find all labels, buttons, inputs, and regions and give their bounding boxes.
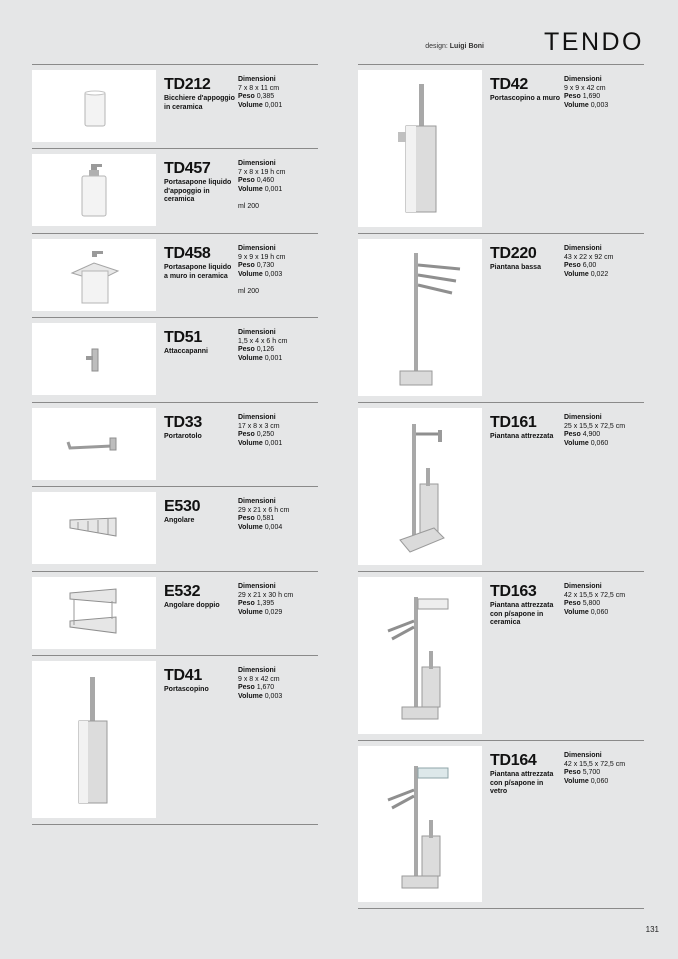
dimensions-label: Dimensioni [564, 245, 602, 252]
brand-logo: TENDO [544, 28, 644, 56]
dimensions-value: 17 x 8 x 3 cm [238, 422, 280, 430]
page-number: 131 [645, 925, 659, 934]
product-name: Piantana attrezzata con p/sapone in ceramica [490, 602, 554, 626]
product-card [32, 571, 318, 655]
product-photo [32, 239, 156, 311]
weight-label: Peso [238, 431, 255, 438]
volume-value: 0,001 [264, 101, 283, 109]
product-name: Portascopino a muro [490, 95, 561, 102]
product-specs [238, 160, 320, 212]
product-code: TD42 [490, 76, 528, 93]
dimensions-label: Dimensioni [238, 583, 276, 590]
product-photo [358, 70, 482, 227]
volume-label: Volume [564, 439, 589, 447]
product-code: TD51 [164, 329, 202, 346]
product-code: TD212 [164, 76, 211, 93]
product-specs [564, 752, 646, 786]
corner-basket-icon [32, 492, 156, 564]
product-card [32, 486, 318, 571]
left-product-column [32, 64, 318, 825]
volume-label: Volume [238, 270, 263, 278]
product-code: TD163 [490, 583, 537, 600]
product-card [32, 655, 318, 825]
wall-soap-dispenser-icon [32, 239, 156, 311]
volume-label: Volume [564, 101, 589, 109]
dimensions-value: 43 x 22 x 92 cm [564, 253, 614, 261]
dimensions-label: Dimensioni [564, 76, 602, 83]
glass-tumbler-icon [32, 70, 156, 142]
capacity-value: ml 200 [238, 288, 260, 295]
robe-hook-icon [32, 323, 156, 395]
weight-label: Peso [238, 684, 255, 691]
capacity-value: ml 200 [238, 203, 260, 210]
product-name: Portasapone liquido a muro in ceramica [164, 264, 232, 280]
dimensions-value: 29 x 21 x 30 h cm [238, 591, 294, 599]
volume-label: Volume [564, 608, 589, 616]
product-code: TD458 [164, 245, 211, 262]
weight-value: 0,460 [256, 177, 275, 184]
product-photo [358, 577, 482, 734]
volume-label: Volume [238, 101, 263, 109]
volume-value: 0,029 [264, 608, 283, 616]
dimensions-label: Dimensioni [238, 160, 276, 167]
volume-value: 0,003 [264, 692, 283, 700]
weight-value: 4,900 [582, 431, 601, 438]
product-photo [32, 492, 156, 564]
volume-value: 0,022 [590, 270, 609, 278]
dimensions-label: Dimensioni [238, 76, 276, 83]
product-photo [32, 661, 156, 818]
volume-label: Volume [238, 523, 263, 531]
product-photo [32, 70, 156, 142]
product-name: Portasapone liquido d'appoggio in ceramica [164, 179, 232, 203]
product-photo [358, 239, 482, 396]
dimensions-value: 29 x 21 x 6 h cm [238, 506, 290, 514]
dimensions-value: 42 x 15,5 x 72,5 cm [564, 760, 626, 768]
product-card [32, 402, 318, 486]
weight-label: Peso [238, 262, 255, 269]
dimensions-value: 25 x 15,5 x 72,5 cm [564, 422, 626, 430]
volume-label: Volume [238, 608, 263, 616]
volume-value: 0,001 [264, 185, 283, 193]
dimensions-value: 9 x 9 x 42 cm [564, 84, 606, 92]
product-photo [32, 577, 156, 649]
towel-stand-icon [358, 239, 482, 396]
product-code: TD164 [490, 752, 537, 769]
product-name: Piantana bassa [490, 264, 541, 271]
product-card [32, 64, 318, 148]
wall-toilet-brush-holder-icon [358, 70, 482, 227]
weight-value: 6,00 [582, 262, 597, 269]
product-specs [238, 76, 320, 110]
volume-label: Volume [238, 354, 263, 362]
product-specs [238, 583, 320, 617]
product-specs [238, 245, 320, 297]
product-card [358, 571, 644, 740]
product-name: Angolare doppio [164, 602, 220, 609]
product-specs [238, 498, 320, 532]
equipped-stand-icon [358, 408, 482, 565]
product-specs [564, 583, 646, 617]
product-name: Bicchiere d'appoggio in ceramica [164, 95, 235, 111]
weight-label: Peso [238, 600, 255, 607]
dimensions-value: 9 x 8 x 42 cm [238, 675, 280, 683]
weight-label: Peso [238, 93, 255, 100]
product-name: Portarotolo [164, 433, 202, 440]
product-code: TD220 [490, 245, 537, 262]
weight-value: 5,800 [582, 600, 601, 607]
product-card [358, 233, 644, 402]
soap-dispenser-icon [32, 154, 156, 226]
weight-label: Peso [564, 431, 581, 438]
toilet-roll-holder-icon [32, 408, 156, 480]
weight-value: 0,581 [256, 515, 275, 522]
volume-value: 0,060 [590, 439, 609, 447]
volume-label: Volume [564, 777, 589, 785]
product-code: TD33 [164, 414, 202, 431]
weight-value: 1,690 [582, 93, 601, 100]
product-code: E530 [164, 498, 201, 515]
product-code: TD457 [164, 160, 211, 177]
dimensions-label: Dimensioni [564, 414, 602, 421]
dimensions-value: 7 x 8 x 19 h cm [238, 168, 286, 176]
volume-label: Volume [238, 439, 263, 447]
product-card [358, 402, 644, 571]
product-name: Piantana attrezzata [490, 433, 554, 440]
weight-label: Peso [238, 177, 255, 184]
product-photo [32, 323, 156, 395]
weight-value: 5,700 [582, 769, 601, 776]
designer-name: Luigi Boni [449, 43, 484, 50]
volume-value: 0,060 [590, 777, 609, 785]
dimensions-label: Dimensioni [564, 583, 602, 590]
volume-value: 0,003 [590, 101, 609, 109]
weight-value: 0,385 [256, 93, 275, 100]
volume-value: 0,001 [264, 354, 283, 362]
product-specs [564, 414, 646, 448]
volume-value: 0,004 [264, 523, 283, 531]
designer-label: design: [425, 43, 448, 50]
product-specs [238, 414, 320, 448]
dimensions-value: 9 x 9 x 19 h cm [238, 253, 286, 261]
product-card [358, 64, 644, 233]
product-card [32, 148, 318, 233]
weight-value: 0,730 [256, 262, 275, 269]
product-code: TD41 [164, 667, 202, 684]
product-specs [564, 245, 646, 279]
weight-value: 1,395 [256, 600, 275, 607]
dimensions-label: Dimensioni [238, 245, 276, 252]
volume-value: 0,060 [590, 608, 609, 616]
product-name: Piantana attrezzata con p/sapone in vetro [490, 771, 554, 795]
dimensions-label: Dimensioni [238, 329, 276, 336]
equipped-stand-ceramic-soap-icon [358, 577, 482, 734]
toilet-brush-holder-icon [32, 661, 156, 818]
product-specs [564, 76, 646, 110]
weight-label: Peso [564, 93, 581, 100]
weight-value: 1,670 [256, 684, 275, 691]
product-photo [358, 746, 482, 902]
product-photo [32, 408, 156, 480]
designer-credit [425, 43, 484, 50]
dimensions-label: Dimensioni [238, 414, 276, 421]
weight-label: Peso [238, 346, 255, 353]
weight-value: 0,126 [256, 346, 275, 353]
product-photo [358, 408, 482, 565]
product-card [32, 233, 318, 317]
weight-label: Peso [238, 515, 255, 522]
weight-value: 0,250 [256, 431, 275, 438]
dimensions-value: 1,5 x 4 x 6 h cm [238, 337, 288, 345]
product-name: Angolare [164, 517, 195, 524]
volume-label: Volume [238, 692, 263, 700]
product-specs [238, 329, 320, 363]
volume-value: 0,001 [264, 439, 283, 447]
right-product-column [358, 64, 644, 909]
weight-label: Peso [564, 769, 581, 776]
dimensions-label: Dimensioni [238, 498, 276, 505]
weight-label: Peso [564, 262, 581, 269]
product-code: TD161 [490, 414, 537, 431]
product-photo [32, 154, 156, 226]
product-card [358, 740, 644, 909]
dimensions-label: Dimensioni [238, 667, 276, 674]
double-corner-basket-icon [32, 577, 156, 649]
dimensions-label: Dimensioni [564, 752, 602, 759]
volume-value: 0,003 [264, 270, 283, 278]
product-name: Attaccapanni [164, 348, 208, 355]
product-card [32, 317, 318, 402]
weight-label: Peso [564, 600, 581, 607]
product-name: Portascopino [164, 686, 209, 693]
product-code: E532 [164, 583, 201, 600]
dimensions-value: 42 x 15,5 x 72,5 cm [564, 591, 626, 599]
product-specs [238, 667, 320, 701]
dimensions-value: 7 x 8 x 11 cm [238, 84, 280, 92]
volume-label: Volume [564, 270, 589, 278]
equipped-stand-glass-soap-icon [358, 746, 482, 902]
volume-label: Volume [238, 185, 263, 193]
